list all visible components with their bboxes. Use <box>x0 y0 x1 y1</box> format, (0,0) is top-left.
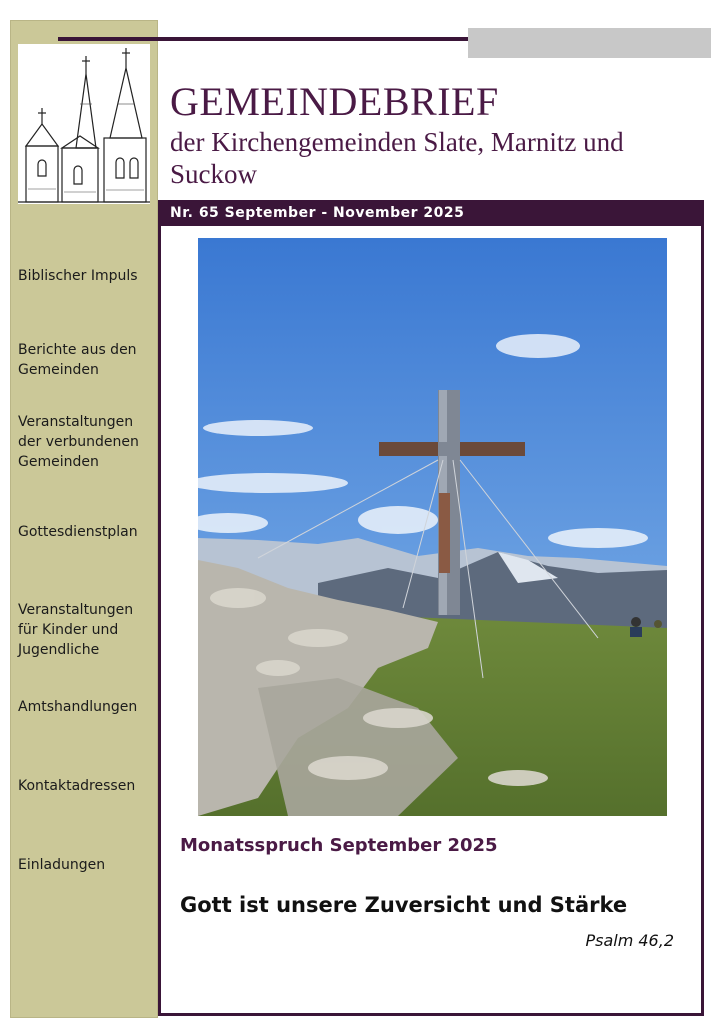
issue-bar: Nr. 65 September - November 2025 <box>158 200 704 226</box>
toc-label: Veranstaltungen für Kinder und Jugendliche <box>18 602 134 658</box>
toc-item-gottesdienstplan[interactable] <box>18 522 154 542</box>
church-illustration <box>18 44 150 204</box>
top-rule <box>58 37 470 41</box>
top-grey-bar <box>468 28 711 58</box>
church-icon <box>18 44 150 204</box>
page-subtitle: der Kirchengemeinden Slate, Marnitz und Suckow <box>170 127 624 189</box>
toc-label: Veranstaltungen der verbundenen Gemeinden <box>18 414 139 470</box>
monthly-verse-reference: Psalm 46,2 <box>585 931 674 950</box>
monthly-verse-label: Monatsspruch September 2025 <box>180 835 498 856</box>
toc-item-biblischer-impuls[interactable] <box>18 266 154 286</box>
summit-cross-photo-icon <box>198 238 667 816</box>
toc-item-einladungen[interactable] <box>18 855 154 875</box>
toc-label: Gottesdienstplan <box>18 524 138 540</box>
toc-item-veranstaltungen-gemeinden[interactable] <box>18 412 154 472</box>
page-title: GEMEINDEBRIEF <box>170 79 499 124</box>
toc-item-kontaktadressen[interactable] <box>18 776 154 796</box>
toc-label: Biblischer Impuls <box>18 268 138 284</box>
toc-label: Einladungen <box>18 857 106 873</box>
toc-label: Kontaktadressen <box>18 778 136 794</box>
toc-label: Amtshandlungen <box>18 699 138 715</box>
toc-label: Berichte aus den Gemeinden <box>18 342 137 378</box>
toc-item-veranstaltungen-kinder[interactable] <box>18 600 154 660</box>
monthly-verse-text: Gott ist unsere Zuversicht und Stärke <box>180 893 628 917</box>
cover-photo <box>198 238 667 816</box>
toc-item-amtshandlungen[interactable] <box>18 697 154 717</box>
toc-item-berichte[interactable] <box>18 340 154 380</box>
